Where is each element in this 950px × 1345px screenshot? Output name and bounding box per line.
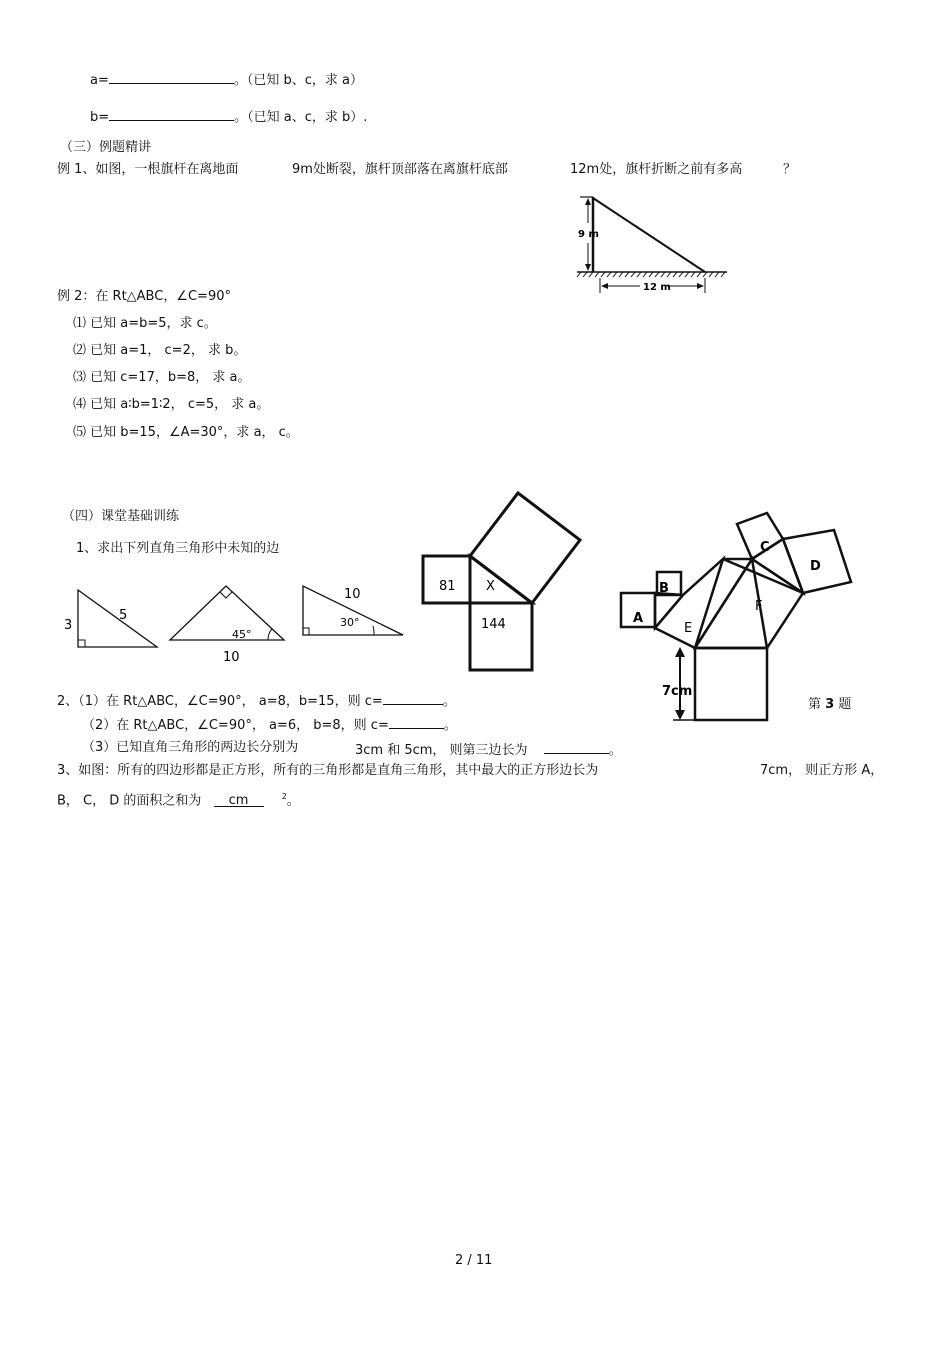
formula-b — [90, 107, 367, 126]
example-2-item: ⑴ 已知 a=b=5，求 c。 — [73, 316, 217, 331]
answer-blank[interactable] — [109, 70, 234, 84]
side-label: 7cm — [662, 684, 693, 699]
example-2-title: 例 2：在 Rt△ABC，∠C=90° — [57, 289, 231, 304]
square-label: 81 — [439, 579, 456, 594]
square-label: B — [659, 581, 669, 596]
square-label: F — [755, 599, 763, 614]
triangle — [655, 593, 683, 628]
broken-top — [593, 198, 705, 272]
exponent: 2 — [281, 792, 287, 801]
figure-caption-c: 题 — [834, 697, 852, 712]
square-144 — [470, 603, 532, 670]
question-3-end: 。 — [286, 793, 300, 809]
question-3-text-b: 7cm， 则正方形 A， — [760, 763, 884, 778]
example-2-item: ⑸ 已知 b=15，∠A=30°，求 a， c。 — [73, 425, 299, 440]
height-label: 9 m — [578, 229, 599, 240]
square-label: D — [810, 559, 821, 574]
example-2-item: ⑷ 已知 a∶b=1∶2， c=5， 求 a。 — [73, 397, 270, 412]
unit-label: cm — [228, 793, 249, 809]
question-3-line-2 — [57, 789, 300, 809]
question-1-text: 1、求出下列直角三角形中未知的边 — [76, 541, 280, 556]
square-f — [695, 559, 803, 648]
section-title: （三）例题精讲 — [60, 140, 152, 155]
answer-blank[interactable] — [544, 740, 609, 754]
formula-b-suffix: 。（已知 a、c，求 b）. — [234, 110, 368, 125]
triangle-45 — [165, 582, 290, 667]
hypotenuse-label: 10 — [344, 587, 361, 602]
formula-a-prefix: a= — [90, 73, 109, 88]
formula-b-prefix: b= — [90, 110, 110, 125]
answer-blank[interactable] — [214, 793, 264, 807]
section-title: （四）课堂基础训练 — [62, 509, 180, 524]
square-label: 144 — [481, 617, 506, 632]
answer-blank[interactable] — [383, 691, 443, 705]
hypotenuse-label: 5 — [119, 608, 128, 623]
flagpole-figure — [575, 195, 735, 300]
example-1-text-b: 9m处断裂，旗杆顶部落在离旗杆底部 — [292, 162, 508, 177]
page-number: 2 / 11 — [455, 1253, 493, 1268]
figure-caption-num: 3 — [825, 697, 835, 712]
base-label: 10 — [223, 650, 240, 665]
formula-a-suffix: 。（已知 b、c，求 a） — [233, 73, 363, 88]
answer-blank[interactable] — [389, 715, 444, 729]
question-2-3-end: 。 — [608, 743, 622, 758]
example-1-text-d: ？ — [783, 162, 797, 177]
square-label: C — [760, 540, 770, 555]
square-label: A — [633, 611, 644, 626]
question-2-3 — [355, 740, 622, 759]
formula-a — [90, 70, 363, 89]
angle-label: 45° — [232, 628, 252, 641]
question-2-2 — [82, 715, 457, 734]
figure-caption-a: 第 — [808, 697, 826, 712]
question-2-3-text: 3cm 和 5cm， 则第三边长为 — [355, 743, 528, 758]
pythagoras-squares-figure — [410, 488, 590, 678]
example-1-text-a: 例 1、如图，一根旗杆在离地面 — [57, 162, 239, 177]
question-2-2-text: （2）在 Rt△ABC，∠C=90°， a=6， b=8，则 c= — [82, 718, 389, 733]
question-3-text-c: B， C， D 的面积之和为 — [57, 793, 202, 809]
triangle-label: X — [486, 579, 495, 594]
leg-label: 3 — [64, 618, 73, 633]
question-2-1-text: 2、（1）在 Rt△ABC，∠C=90°， a=8，b=15，则 c= — [57, 694, 383, 709]
triangle-30 — [298, 583, 408, 643]
example-2-item: ⑶ 已知 c=17，b=8， 求 a。 — [73, 370, 251, 385]
base-label: 12 m — [643, 282, 671, 293]
question-3-text-a: 3、如图：所有的四边形都是正方形，所有的三角形都是直角三角形，其中最大的正方形边长为 — [57, 763, 599, 778]
question-2-3-a: （3）已知直角三角形的两边长分别为 — [82, 740, 299, 755]
angle-label: 30° — [340, 616, 360, 629]
example-1-text-c: 12m处，旗杆折断之前有多高 — [570, 162, 743, 177]
example-2-item: ⑵ 已知 a=1， c=2， 求 b。 — [73, 343, 247, 358]
question-2-2-end: 。 — [443, 718, 457, 733]
question-2-1 — [57, 691, 456, 710]
question-2-1-end: 。 — [442, 694, 456, 709]
square-label: E — [684, 621, 693, 636]
largest-square — [695, 648, 767, 720]
answer-blank[interactable] — [109, 107, 234, 121]
triangle-3-5 — [60, 585, 165, 653]
figure-caption — [808, 697, 851, 713]
